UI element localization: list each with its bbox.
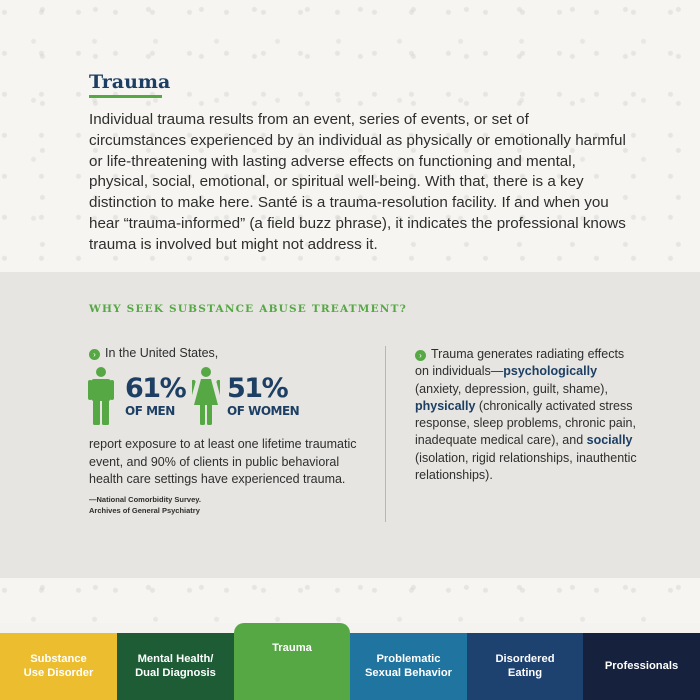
- woman-figure-icon: [192, 367, 220, 425]
- tab-mental-health-dual-diagnosis[interactable]: Mental Health/ Dual Diagnosis: [117, 633, 234, 700]
- chevron-right-icon: ›: [415, 350, 426, 361]
- background-texture-bottom: [0, 578, 700, 623]
- title-underline: [89, 95, 162, 98]
- tab-disordered-eating[interactable]: Disordered Eating: [467, 633, 583, 700]
- left-lead: [89, 346, 218, 360]
- source-line-2: Archives of General Psychiatry: [89, 506, 200, 515]
- man-figure-icon: [88, 367, 114, 425]
- left-lead-text: In the United States,: [105, 346, 219, 360]
- physically-emphasis: physically: [415, 398, 476, 413]
- socially-emphasis: socially: [586, 433, 633, 448]
- section-tabs: [0, 623, 700, 700]
- women-percent: 51%: [227, 373, 288, 404]
- women-label: OF WOMEN: [227, 404, 300, 418]
- source-citation: [89, 494, 369, 516]
- tab-substance-use-disorder[interactable]: Substance Use Disorder: [0, 633, 117, 700]
- tab-problematic-sexual-behavior[interactable]: Problematic Sexual Behavior: [350, 633, 467, 700]
- chevron-right-icon: ›: [89, 349, 100, 360]
- column-divider: [385, 346, 386, 522]
- psychologically-emphasis: psychologically: [503, 364, 598, 379]
- men-percent: 61%: [125, 373, 186, 404]
- tab-trauma[interactable]: Trauma: [234, 623, 350, 700]
- section-title: Trauma: [89, 71, 171, 93]
- intro-paragraph: Individual trauma results from an event, series of events, or set of circumstances experienced by an individual as physically or emotionally harmful or life-threatening with lasting adverse effects on functioning and mental, physical, social, emotional, or spiritual well-being. With that, there is a key distinction to make here. Santé is a trauma-resolution facility. If and when you hear “trauma-informed” (a field buzz phrase), it indicates the professional knows trauma is involved but might not address it.: [89, 111, 626, 253]
- effects-paragraph: › Trauma generates radiating effects on individuals—psychologically (anxiety, depression, guilt, shame), physically (chronically activated stress response, sleep problems, chronic pain, inadequate medical care), and socially (isolation, rigid relationships, inauthentic relationships).: [415, 347, 637, 483]
- tab-professionals[interactable]: Professionals: [583, 633, 700, 700]
- men-label: OF MEN: [125, 404, 175, 418]
- why-heading: WHY SEEK SUBSTANCE ABUSE TREATMENT?: [89, 303, 407, 315]
- exposure-statement: report exposure to at least one lifetime traumatic event, and 90% of clients in public behavioral health care settings have experienced trauma.: [89, 437, 357, 486]
- source-line-1: —National Comorbidity Survey.: [89, 495, 201, 504]
